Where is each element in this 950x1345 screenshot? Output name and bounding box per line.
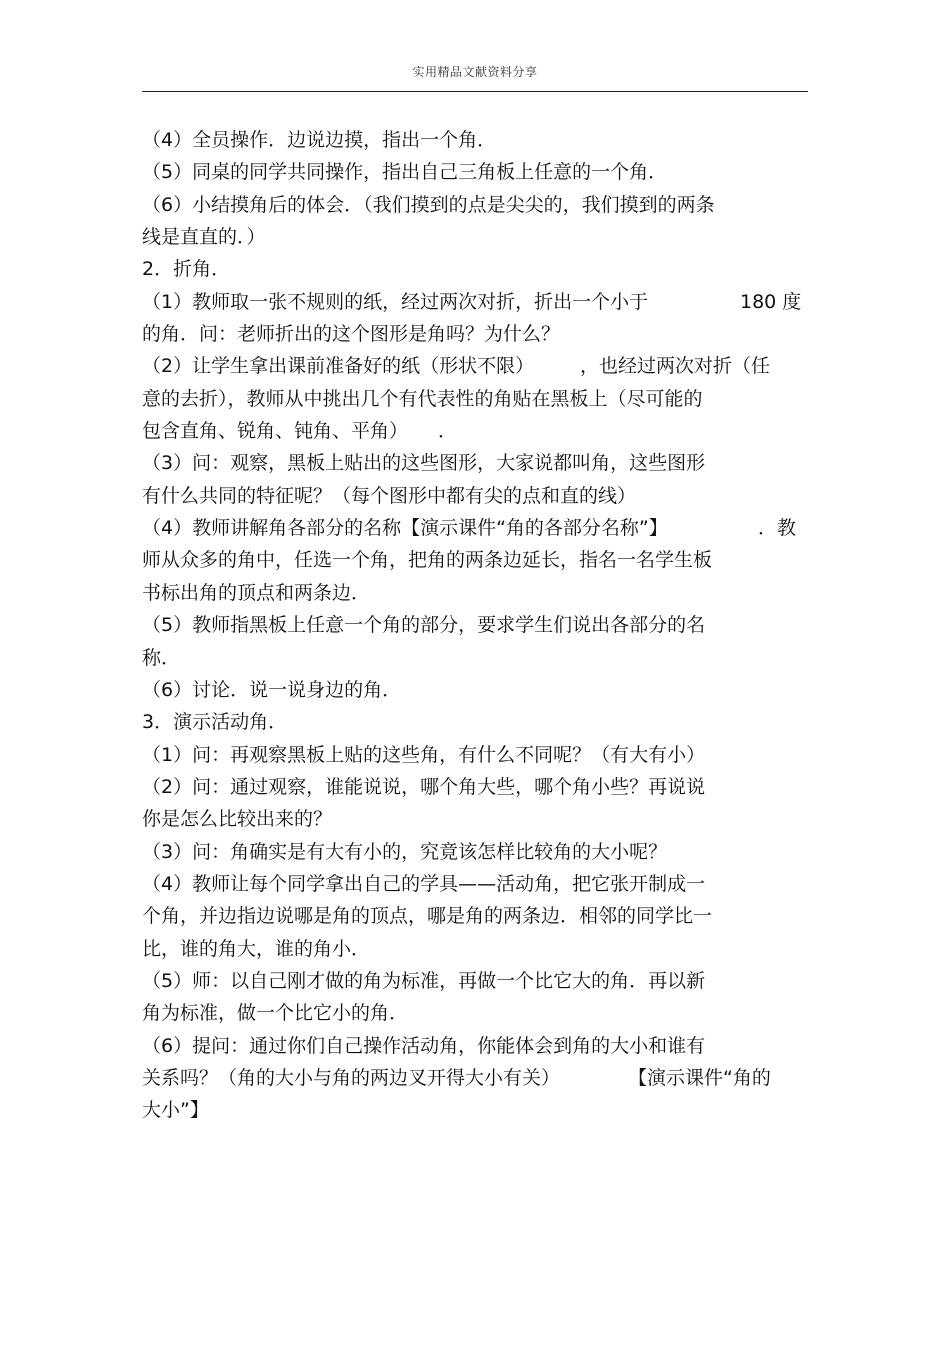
- line-text: （6）提问：通过你们自己操作活动角，你能体会到角的大小和谁有: [142, 1034, 706, 1057]
- line-text-end: ．: [438, 420, 458, 443]
- paragraph-line: [142, 900, 808, 932]
- line-text: 有什么共同的特征呢？（每个图形中都有尖的点和直的线）: [142, 484, 637, 507]
- paragraph-line: [142, 544, 808, 576]
- paragraph-line: [142, 480, 808, 512]
- line-text: 书标出角的顶点和两条边．: [142, 581, 371, 604]
- paragraph-line: [142, 868, 808, 900]
- paragraph-line: [142, 512, 808, 544]
- line-text: （5）同桌的同学共同操作，指出自己三角板上任意的一个角．: [142, 161, 668, 184]
- line-text: 称．: [142, 646, 181, 669]
- line-text: 个角，并边指边说哪是角的顶点，哪是角的两条边．相邻的同学比一: [142, 905, 713, 928]
- line-text: 师从众多的角中，任选一个角，把角的两条边延长，指名一名学生板: [142, 549, 713, 572]
- paragraph-line: [142, 577, 808, 609]
- line-text: 你是怎么比较出来的？: [142, 808, 333, 831]
- paragraph-line: [142, 1030, 808, 1062]
- line-text: （5）师：以自己刚才做的角为标准，再做一个比它大的角．再以新: [142, 969, 706, 992]
- line-text: （5）教师指黑板上任意一个角的部分，要求学生们说出各部分的名: [142, 614, 706, 637]
- line-text: 比，谁的角大，谁的角小．: [142, 937, 371, 960]
- line-text: （4）教师让每个同学拿出自己的学具——活动角，把它张开制成一: [142, 872, 706, 895]
- paragraph-line: [142, 189, 808, 221]
- paragraph-line: [142, 1094, 808, 1126]
- line-text-end: ，也经过两次对折（任: [580, 355, 771, 378]
- paragraph-line: [142, 383, 808, 415]
- paragraph-line: [142, 221, 808, 253]
- paragraph-line: [142, 674, 808, 706]
- paragraph-line: [142, 350, 808, 382]
- line-text: 关系吗？（角的大小与角的两边叉开得大小有关）: [142, 1066, 561, 1089]
- header-divider: [142, 91, 808, 92]
- line-text: （1）教师取一张不规则的纸，经过两次对折，折出一个小于: [142, 290, 649, 313]
- line-text: 角为标准，做一个比它小的角．: [142, 1002, 409, 1025]
- line-text: （3）问：观察，黑板上贴出的这些图形，大家说都叫角，这些图形: [142, 452, 706, 475]
- paragraph-line: [142, 642, 808, 674]
- paragraph-line: [142, 286, 808, 318]
- paragraph-line: [142, 997, 808, 1029]
- line-text: 线是直直的．）: [142, 226, 266, 249]
- page-header: 实用精品文献资料分享: [412, 65, 538, 79]
- paragraph-line: [142, 124, 808, 156]
- line-text-end: 180 度: [740, 290, 802, 313]
- paragraph-line: [142, 803, 808, 835]
- section-heading: [142, 706, 808, 738]
- line-text: （2）问：通过观察，谁能说说，哪个角大些，哪个角小些？再说说: [142, 775, 706, 798]
- section-heading: [142, 253, 808, 285]
- line-text: （4）教师讲解角各部分的名称【演示课件“角的各部分名称”】: [142, 517, 668, 540]
- line-text: 2．折角．: [142, 258, 231, 281]
- paragraph-line: [142, 447, 808, 479]
- line-text: （1）问：再观察黑板上贴的这些角，有什么不同呢？（有大有小）: [142, 743, 706, 766]
- paragraph-line: [142, 965, 808, 997]
- line-text: 的角．问：老师折出的这个图形是角吗？为什么？: [142, 323, 561, 346]
- paragraph-line: [142, 1062, 808, 1094]
- paragraph-line: [142, 771, 808, 803]
- paragraph-line: [142, 156, 808, 188]
- line-text: 包含直角、锐角、钝角、平角）: [142, 420, 409, 443]
- document-body: [142, 124, 808, 1127]
- line-text-end: ．教: [758, 517, 797, 540]
- paragraph-line: [142, 318, 808, 350]
- line-text: （4）全员操作．边说边摸，指出一个角．: [142, 129, 497, 151]
- paragraph-line: [142, 836, 808, 868]
- paragraph-line: [142, 609, 808, 641]
- line-text: （6）讨论．说一说身边的角．: [142, 678, 402, 701]
- paragraph-line: [142, 415, 808, 447]
- line-text: 大小”】: [142, 1099, 209, 1122]
- paragraph-line: [142, 739, 808, 771]
- line-text-end: 【演示课件“角的: [628, 1066, 771, 1089]
- line-text: 意的去折），教师从中挑出几个有代表性的角贴在黑板上（尽可能的: [142, 387, 703, 410]
- paragraph-line: [142, 933, 808, 965]
- line-text: （3）问：角确实是有大有小的，究竟该怎样比较角的大小呢？: [142, 840, 668, 863]
- line-text: （2）让学生拿出课前准备好的纸（形状不限）: [142, 355, 535, 378]
- line-text: 3．演示活动角．: [142, 711, 288, 734]
- line-text: （6）小结摸角后的体会．（我们摸到的点是尖尖的，我们摸到的两条: [142, 193, 715, 216]
